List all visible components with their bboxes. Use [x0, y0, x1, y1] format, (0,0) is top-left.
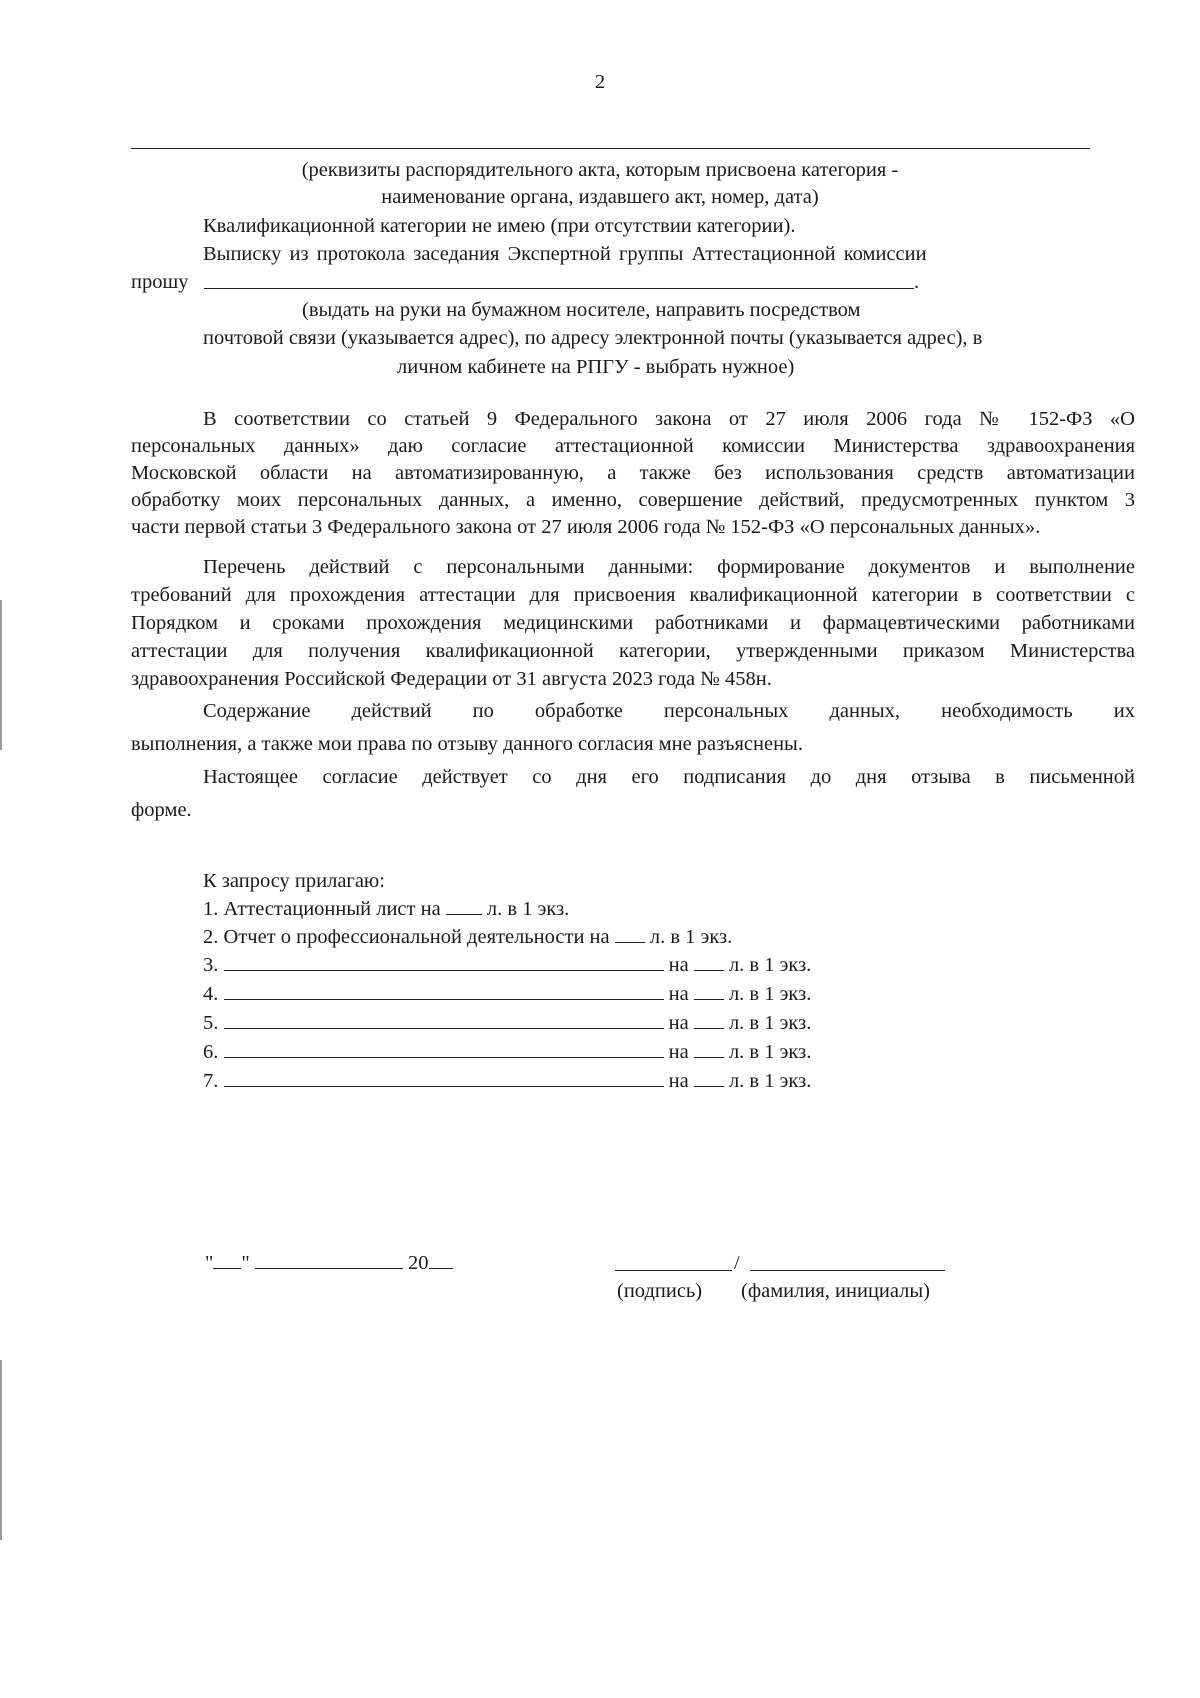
sheet-count-field[interactable] [615, 924, 645, 943]
attachment-item-suffix: л. в 1 экз. [728, 1041, 812, 1063]
actions-paragraph-line: Порядком и сроками прохождения медицинскими работниками и фармацевтическими работниками [131, 612, 1135, 634]
consent-paragraph-line: обработку моих персональных данных, а именно, совершение действий, предусмотренных пунктом 3 [131, 489, 1135, 511]
date-field [205, 1249, 453, 1277]
delivery-caption-line3: личном кабинете на РПГУ - выбрать нужное) [397, 356, 795, 378]
extract-request-line: Выписку из протокола заседания Экспертной группы Аттестационной комиссии [203, 243, 927, 265]
validity-paragraph-line: форме. [131, 799, 192, 821]
attachment-item-number: 5. [203, 1012, 219, 1034]
scan-edge-mark [0, 1360, 2, 1540]
attachment-item-label: 1. Аттестационный лист на [203, 898, 441, 920]
attachment-na-label: на [668, 1012, 689, 1034]
sheet-count-field[interactable] [694, 1039, 724, 1058]
attachment-item-label: 2. Отчет о профессиональной деятельности на [203, 926, 610, 948]
sheet-count-field[interactable] [694, 952, 724, 971]
actions-paragraph-line: Перечень действий с персональными данными: формирование документов и выполнение [203, 556, 1135, 578]
attachment-item-suffix: л. в 1 экз. [728, 1012, 812, 1034]
delivery-caption-line1: (выдать на руки на бумажном носителе, направить посредством [302, 299, 861, 321]
validity-paragraph-line: Настоящее согласие действует со дня его подписания до дня отзыва в письменной [203, 766, 1135, 788]
sheet-count-field[interactable] [694, 1068, 724, 1087]
name-initials-caption: (фамилия, инициалы) [741, 1280, 930, 1302]
explained-paragraph-line: выполнения, а также мои права по отзыву данного согласия мне разъяснены. [131, 733, 803, 755]
attachment-item-2 [203, 923, 732, 951]
actions-paragraph-line: здравоохранения Российской Федерации от 31 августа 2023 года № 458н. [131, 668, 772, 690]
attachment-na-label: на [668, 1041, 689, 1063]
consent-paragraph-line: части первой статьи 3 Федерального закона от 27 июля 2006 года № 152-ФЗ «О персональных данных». [131, 516, 1041, 538]
attachment-item-number: 6. [203, 1041, 219, 1063]
date-quote-close: " [241, 1252, 250, 1274]
consent-paragraph-line: персональных данных» даю согласие аттестационной комиссии Министерства здравоохранения [131, 435, 1135, 457]
attachment-item-suffix: л. в 1 экз. [728, 954, 812, 976]
ask-line-end: . [914, 271, 920, 293]
attachment-na-label: на [668, 1070, 689, 1092]
signature-slash: / [734, 1252, 740, 1274]
requisites-caption-line1: (реквизиты распорядительного акта, которым присвоена категория - [301, 159, 899, 181]
attachment-item-suffix: л. в 1 экз. [728, 983, 812, 1005]
attachment-name-field[interactable] [224, 952, 664, 971]
attachment-item-suffix: л. в 1 экз. [486, 898, 570, 920]
attachments-heading: К запросу прилагаю: [203, 870, 385, 892]
month-field[interactable] [255, 1250, 403, 1269]
sheet-count-field[interactable] [694, 1010, 724, 1029]
attachment-name-field[interactable] [224, 981, 664, 1000]
year-suffix-field[interactable] [429, 1250, 453, 1269]
attachment-name-field[interactable] [224, 1068, 664, 1087]
explained-paragraph-line: Содержание действий по обработке персональных данных, необходимость их [203, 700, 1135, 722]
ask-word: прошу [131, 271, 189, 293]
attachment-name-field[interactable] [224, 1039, 664, 1058]
page-number: 2 [594, 71, 606, 93]
attachment-item-suffix: л. в 1 экз. [728, 1070, 812, 1092]
day-field[interactable] [213, 1250, 241, 1269]
actions-paragraph-line: требований для прохождения аттестации для присвоения квалификационной категории в соответствии с [131, 584, 1135, 606]
requisites-fill-line[interactable] [131, 148, 1090, 149]
attachment-item-5 [203, 1009, 811, 1037]
consent-paragraph-line: Московской области на автоматизированную, а также без использования средств автоматизации [131, 462, 1135, 484]
date-quote-open: " [205, 1252, 214, 1274]
actions-paragraph-line: аттестации для получения квалификационной категории, утвержденными приказом Министерства [131, 640, 1135, 662]
signature-field[interactable] [615, 1270, 732, 1271]
sheet-count-field[interactable] [446, 896, 482, 915]
no-category-statement: Квалификационной категории не имею (при отсутствии категории). [203, 215, 796, 237]
requisites-caption-line2: наименование органа, издавшего акт, номер, дата) [381, 186, 819, 208]
attachment-name-field[interactable] [224, 1010, 664, 1029]
consent-paragraph-line: В соответствии со статьей 9 Федерального закона от 27 июля 2006 года № 152-ФЗ «О [203, 408, 1135, 430]
attachment-item-6 [203, 1038, 811, 1066]
scan-edge-mark [0, 600, 2, 750]
delivery-caption-line2: почтовой связи (указывается адрес), по адресу электронной почты (указывается адрес), в [203, 327, 983, 349]
attachment-item-3 [203, 951, 811, 979]
attachment-item-number: 4. [203, 983, 219, 1005]
attachment-item-suffix: л. в 1 экз. [649, 926, 733, 948]
attachment-item-number: 7. [203, 1070, 219, 1092]
signature-caption: (подпись) [617, 1280, 703, 1302]
attachment-item-7 [203, 1067, 811, 1095]
attachment-na-label: на [668, 954, 689, 976]
attachment-item-4 [203, 980, 811, 1008]
attachment-item-1 [203, 895, 569, 923]
attachment-item-number: 3. [203, 954, 219, 976]
name-initials-field[interactable] [750, 1270, 945, 1271]
sheet-count-field[interactable] [694, 981, 724, 1000]
delivery-method-fill-line[interactable] [204, 288, 914, 289]
attachment-na-label: на [668, 983, 689, 1005]
year-prefix: 20 [408, 1252, 429, 1274]
